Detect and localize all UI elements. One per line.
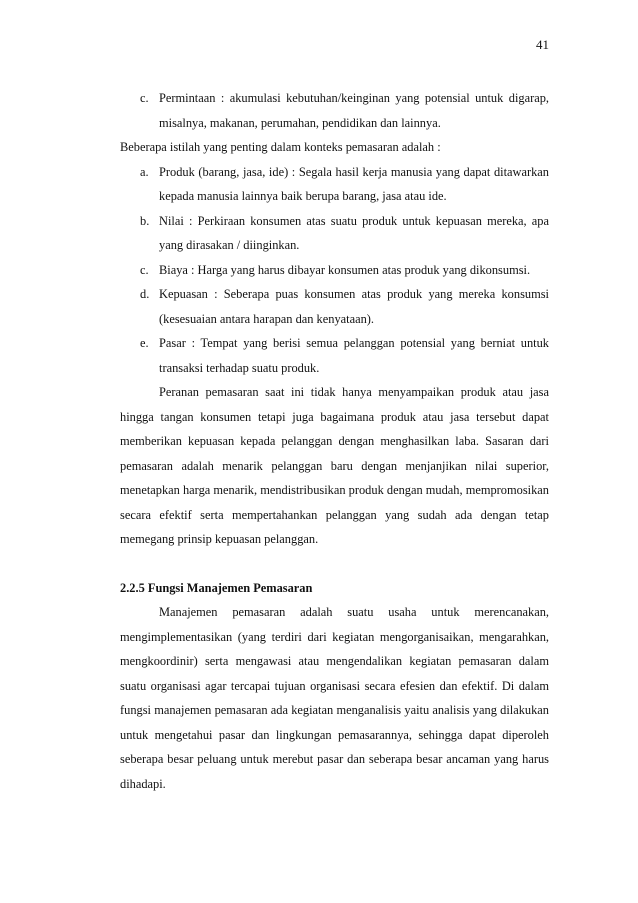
list-item-nilai [120,209,549,258]
list-marker: c. [140,91,149,105]
section-heading: 2.2.5 Fungsi Manajemen Pemasaran [120,580,313,595]
intro-text: Beberapa istilah yang penting dalam konteks pemasaran adalah : [120,140,441,154]
list-marker: c. [140,262,149,277]
list-text: Pasar : Tempat yang berisi semua pelanggan potensial yang berniat untuk transaksi terhadap suatu produk. [159,336,549,375]
paragraph-peranan-pemasaran: Peranan pemasaran saat ini tidak hanya menyampaikan produk atau jasa hingga tangan konsumen tetapi juga bagaimana produk atau jasa tersebut dapat memberikan kepuasan kepada pelanggan dengan menghasilkan laba. Sasaran dari pemasaran adalah menarik pelanggan baru dengan menjanjikan nilai superior, menetapkan harga menarik, mendistribusikan produk dengan mudah, mempromosikan secara efektif serta mempertahankan pelanggan yang sudah ada dengan tetap memegang prinsip kepuasan pelanggan. [120,385,549,546]
list-item-biaya [120,258,549,283]
list-marker: e. [140,336,149,350]
paragraph-manajemen-pemasaran: Manajemen pemasaran adalah suatu usaha untuk merencanakan, mengimplementasikan (yang terdiri dari kegiatan mengorganisaikan, mengarahkan, mengkoordinir) serta mengawasi atau mengendalikan kegiatan pemasaran dalam suatu organisasi agar tercapai tujuan organisasi secara efesien dan efektif. Di dalam fungsi manajemen pemasaran ada kegiatan menganalisis yaitu analisis yang dilakukan untuk mengetahui pasar dan lingkungan pemasarannya, sehingga dapat diperoleh seberapa besar peluang untuk merebut pasar dan seberapa besar ancaman yang harus dihadapi. [120,605,549,791]
list-text: Kepuasan : Seberapa puas konsumen atas produk yang mereka konsumsi (kesesuaian antara harapan dan kenyataan). [159,287,549,326]
list-item-kepuasan [120,282,549,331]
list-text: Biaya : Harga yang harus dibayar konsumen atas produk yang dikonsumsi. [159,262,531,277]
list-item-permintaan [120,86,549,135]
page-number: 41 [536,37,549,52]
page-content [120,86,549,796]
list-item-produk [120,160,549,209]
list-marker: a. [140,164,149,179]
list-text: Permintaan : akumulasi kebutuhan/keinginan yang potensial untuk digarap, misalnya, makanan, perumahan, pendidikan dan lainnya. [159,91,549,130]
list-marker: d. [140,287,150,301]
list-text: Produk (barang, jasa, ide) : Segala hasil kerja manusia yang dapat ditawarkan kepada manusia lainnya baik berupa barang, jasa atau ide. [159,164,549,203]
list-text: Nilai : Perkiraan konsumen atas suatu produk untuk kepuasan mereka, apa yang dirasakan / diinginkan. [159,213,549,252]
list-item-pasar [120,331,549,380]
list-marker: b. [140,213,150,228]
